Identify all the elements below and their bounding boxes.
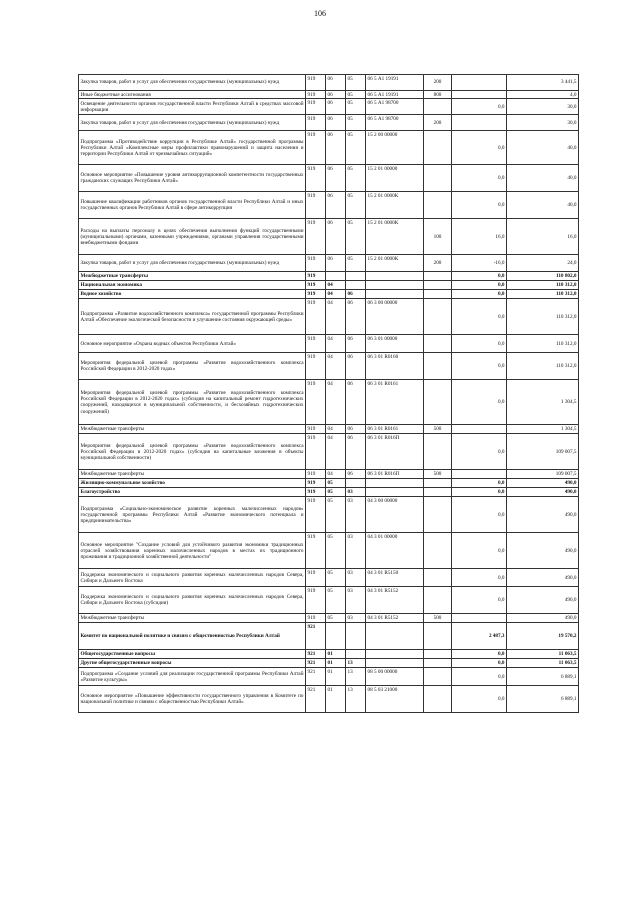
target-article-cell: 04 3 00 00000 xyxy=(366,497,424,533)
total-amount-cell: 40,0 xyxy=(507,192,579,219)
row-name-cell: Закупка товаров, работ и услуг для обеспечения государственных (муниципальных) нужд xyxy=(79,255,306,272)
total-amount-cell: 490,0 xyxy=(507,569,579,587)
table-row xyxy=(79,255,579,272)
row-name-cell: Благоустройство xyxy=(79,488,306,497)
subsection-code-cell: 05 xyxy=(346,165,366,192)
expense-type-cell xyxy=(424,434,452,470)
target-article-cell xyxy=(366,659,424,668)
expense-type-cell xyxy=(424,272,452,281)
section-code-cell: 05 xyxy=(326,488,346,497)
change-amount-cell: 0,0 xyxy=(452,488,507,497)
target-article-cell: 06 3 01 R0161 xyxy=(366,425,424,434)
total-amount-cell: 490,0 xyxy=(507,587,579,614)
table-row xyxy=(79,668,579,686)
target-article-cell: 06 3 01 00000 xyxy=(366,335,424,353)
grbs-code-cell: 919 xyxy=(306,587,326,614)
total-amount-cell: 110 312,0 xyxy=(507,290,579,299)
expense-type-cell: 200 xyxy=(424,115,452,131)
target-article-cell: 15 2 01 00000 xyxy=(366,165,424,192)
grbs-code-cell: 919 xyxy=(306,425,326,434)
target-article-cell xyxy=(366,479,424,488)
grbs-code-cell: 919 xyxy=(306,75,326,91)
section-code-cell: 06 xyxy=(326,165,346,192)
grbs-code-cell: 919 xyxy=(306,488,326,497)
table-row xyxy=(79,614,579,623)
subsection-code-cell: 03 xyxy=(346,569,366,587)
subsection-code-cell: 05 xyxy=(346,131,366,165)
change-amount-cell xyxy=(452,91,507,99)
expense-type-cell xyxy=(424,497,452,533)
subsection-code-cell: 03 xyxy=(346,497,366,533)
target-article-cell: 15 2 01 0000К xyxy=(366,219,424,255)
section-code-cell: 01 xyxy=(326,650,346,659)
table-row xyxy=(79,497,579,533)
expense-type-cell xyxy=(424,290,452,299)
change-amount-cell: 0,0 xyxy=(452,165,507,192)
table-row xyxy=(79,290,579,299)
subsection-code-cell: 03 xyxy=(346,614,366,623)
row-name-cell: Поддержка экономического и социального развития коренных малочисленных народов Севера, Сибири и Дальнего Востока (субсидии) xyxy=(79,587,306,614)
change-amount-cell xyxy=(452,470,507,479)
section-code-cell: 05 xyxy=(326,479,346,488)
expense-type-cell xyxy=(424,299,452,335)
target-article-cell xyxy=(366,488,424,497)
subsection-code-cell: 05 xyxy=(346,255,366,272)
target-article-cell: 06 5 А1 98700 xyxy=(366,99,424,115)
row-name-cell: Закупка товаров, работ и услуг для обеспечения государственных (муниципальных) нужд xyxy=(79,75,306,91)
table-row xyxy=(79,488,579,497)
subsection-code-cell: 13 xyxy=(346,659,366,668)
subsection-code-cell xyxy=(346,650,366,659)
target-article-cell xyxy=(366,281,424,290)
total-amount-cell: 6 889,1 xyxy=(507,686,579,713)
change-amount-cell: 16,0 xyxy=(452,219,507,255)
expense-type-cell: 200 xyxy=(424,255,452,272)
section-code-cell: 05 xyxy=(326,533,346,569)
row-name-cell: Жилищно-коммунальное хозяйство xyxy=(79,479,306,488)
expense-type-cell xyxy=(424,533,452,569)
change-amount-cell: -16,0 xyxy=(452,255,507,272)
grbs-code-cell: 919 xyxy=(306,380,326,425)
expense-type-cell xyxy=(424,479,452,488)
change-amount-cell: 0,0 xyxy=(452,587,507,614)
table-row xyxy=(79,91,579,99)
grbs-code-cell: 919 xyxy=(306,479,326,488)
target-article-cell: 08 5 03 21000 xyxy=(366,686,424,713)
subsection-code-cell: 05 xyxy=(346,115,366,131)
grbs-code-cell: 919 xyxy=(306,165,326,192)
section-code-cell: 06 xyxy=(326,115,346,131)
change-amount-cell: 0,0 xyxy=(452,281,507,290)
subsection-code-cell: 05 xyxy=(346,75,366,91)
total-amount-cell: 1 304,5 xyxy=(507,380,579,425)
expense-type-cell xyxy=(424,623,452,650)
row-name-cell: Иные бюджетные ассигнования xyxy=(79,91,306,99)
section-code-cell: 01 xyxy=(326,659,346,668)
section-code-cell: 05 xyxy=(326,497,346,533)
total-amount-cell: 490,0 xyxy=(507,533,579,569)
table-row xyxy=(79,533,579,569)
table-row xyxy=(79,219,579,255)
section-code-cell xyxy=(326,272,346,281)
change-amount-cell: 0,0 xyxy=(452,131,507,165)
subsection-code-cell: 03 xyxy=(346,587,366,614)
row-name-cell: Межбюджетные трансферты xyxy=(79,614,306,623)
target-article-cell: 06 3 01 R016П xyxy=(366,434,424,470)
section-code-cell: 04 xyxy=(326,281,346,290)
row-name-cell: Подпрограмма «Создание условий для реализации государственной программы Республики Алтай «Развитие культуры» xyxy=(79,668,306,686)
target-article-cell: 06 5 А1 19191 xyxy=(366,75,424,91)
row-name-cell: Основное мероприятие «Повышение эффективности государственного управления в Комитете по национальной политике и связям с общественностью Республики Алтай» xyxy=(79,686,306,713)
section-code-cell: 01 xyxy=(326,668,346,686)
subsection-code-cell xyxy=(346,281,366,290)
change-amount-cell xyxy=(452,614,507,623)
section-code-cell: 04 xyxy=(326,290,346,299)
table-row xyxy=(79,299,579,335)
expense-type-cell: 500 xyxy=(424,614,452,623)
section-code-cell: 06 xyxy=(326,219,346,255)
grbs-code-cell: 919 xyxy=(306,299,326,335)
table-row xyxy=(79,335,579,353)
total-amount-cell: 40,0 xyxy=(507,165,579,192)
subsection-code-cell: 06 xyxy=(346,380,366,425)
total-amount-cell: 1 304,5 xyxy=(507,425,579,434)
expense-type-cell xyxy=(424,650,452,659)
change-amount-cell: 0,0 xyxy=(452,272,507,281)
target-article-cell: 06 3 01 R0161 xyxy=(366,380,424,425)
section-code-cell: 06 xyxy=(326,192,346,219)
grbs-code-cell: 919 xyxy=(306,614,326,623)
row-name-cell: Межбюджетные трансферты xyxy=(79,425,306,434)
expense-type-cell xyxy=(424,659,452,668)
change-amount-cell: 0,0 xyxy=(452,479,507,488)
total-amount-cell: 16,0 xyxy=(507,219,579,255)
change-amount-cell xyxy=(452,75,507,91)
target-article-cell: 04 3 01 R5152 xyxy=(366,614,424,623)
target-article-cell xyxy=(366,290,424,299)
target-article-cell: 15 2 00 00000 xyxy=(366,131,424,165)
change-amount-cell: 0,0 xyxy=(452,380,507,425)
subsection-code-cell: 05 xyxy=(346,91,366,99)
total-amount-cell: 40,0 xyxy=(507,131,579,165)
change-amount-cell: 0,0 xyxy=(452,533,507,569)
grbs-code-cell: 919 xyxy=(306,219,326,255)
total-amount-cell: 110 312,0 xyxy=(507,281,579,290)
change-amount-cell xyxy=(452,425,507,434)
subsection-code-cell: 13 xyxy=(346,668,366,686)
subsection-code-cell: 06 xyxy=(346,290,366,299)
grbs-code-cell: 919 xyxy=(306,533,326,569)
expense-type-cell: 800 xyxy=(424,91,452,99)
section-code-cell: 04 xyxy=(326,470,346,479)
expense-type-cell xyxy=(424,668,452,686)
grbs-code-cell: 919 xyxy=(306,290,326,299)
subsection-code-cell: 03 xyxy=(346,533,366,569)
table-row xyxy=(79,434,579,470)
expense-type-cell xyxy=(424,686,452,713)
subsection-code-cell: 05 xyxy=(346,219,366,255)
total-amount-cell: 19 570,2 xyxy=(507,623,579,650)
expense-type-cell xyxy=(424,587,452,614)
section-code-cell: 04 xyxy=(326,425,346,434)
expense-type-cell xyxy=(424,380,452,425)
target-article-cell xyxy=(366,623,424,650)
target-article-cell: 04 3 01 R5152 xyxy=(366,587,424,614)
expense-type-cell xyxy=(424,569,452,587)
target-article-cell: 06 5 А1 19191 xyxy=(366,91,424,99)
target-article-cell xyxy=(366,272,424,281)
grbs-code-cell: 919 xyxy=(306,470,326,479)
section-code-cell: 01 xyxy=(326,686,346,713)
grbs-code-cell: 919 xyxy=(306,434,326,470)
expense-type-cell xyxy=(424,192,452,219)
section-code-cell: 05 xyxy=(326,569,346,587)
row-name-cell: Мероприятия федеральной целевой программы «Развитие водохозяйственного комплекса Российской Федерации в 2012-2020 годах» xyxy=(79,353,306,380)
row-name-cell: Подпрограмма «Социально-экономическое развитие коренных малочисленных народов» государственной программы Республики Алтай «Развитие экономического потенциала и предпринимательства» xyxy=(79,497,306,533)
row-name-cell: Поддержка экономического и социального развития коренных малочисленных народов Севера, Сибири и Дальнего Востока xyxy=(79,569,306,587)
total-amount-cell: 4,0 xyxy=(507,91,579,99)
change-amount-cell: 0,0 xyxy=(452,569,507,587)
grbs-code-cell: 919 xyxy=(306,497,326,533)
target-article-cell: 04 3 01 R5150 xyxy=(366,569,424,587)
grbs-code-cell: 919 xyxy=(306,272,326,281)
change-amount-cell: 0,0 xyxy=(452,434,507,470)
total-amount-cell: 6 889,1 xyxy=(507,668,579,686)
total-amount-cell: 490,0 xyxy=(507,479,579,488)
grbs-code-cell: 919 xyxy=(306,131,326,165)
subsection-code-cell: 06 xyxy=(346,335,366,353)
total-amount-cell: 109 007,5 xyxy=(507,470,579,479)
section-code-cell: 06 xyxy=(326,91,346,99)
total-amount-cell: 110 802,0 xyxy=(507,272,579,281)
subsection-code-cell: 06 xyxy=(346,434,366,470)
table-row xyxy=(79,281,579,290)
expense-type-cell: 500 xyxy=(424,470,452,479)
change-amount-cell: 0,0 xyxy=(452,650,507,659)
subsection-code-cell: 06 xyxy=(346,299,366,335)
section-code-cell: 04 xyxy=(326,299,346,335)
subsection-code-cell: 05 xyxy=(346,99,366,115)
change-amount-cell: 0,0 xyxy=(452,497,507,533)
row-name-cell: Мероприятия федеральной целевой программы «Развитие водохозяйственного комплекса Российской Федерации в 2012-2020 годах» (субсидия на капитальный ремонт гидротехнических сооружений, находящихся в муниципальной собственности, и бесхозяйных гидротехнических сооружений) xyxy=(79,380,306,425)
grbs-code-cell: 919 xyxy=(306,281,326,290)
table-row xyxy=(79,623,579,650)
expense-type-cell xyxy=(424,353,452,380)
total-amount-cell: 110 312,0 xyxy=(507,353,579,380)
grbs-code-cell: 921 xyxy=(306,668,326,686)
section-code-cell: 06 xyxy=(326,75,346,91)
subsection-code-cell xyxy=(346,623,366,650)
section-code-cell: 06 xyxy=(326,255,346,272)
expense-type-cell xyxy=(424,281,452,290)
total-amount-cell: 490,0 xyxy=(507,614,579,623)
subsection-code-cell: 03 xyxy=(346,488,366,497)
section-code-cell: 04 xyxy=(326,353,346,380)
subsection-code-cell: 06 xyxy=(346,425,366,434)
grbs-code-cell: 919 xyxy=(306,115,326,131)
row-name-cell: Национальная экономика xyxy=(79,281,306,290)
row-name-cell: Подпрограмма «Развитие водохозяйственного комплекса» государственной программы Республики Алтай «Обеспечение экологической безопасности и улучшение состояния окружающей среды» xyxy=(79,299,306,335)
total-amount-cell: 490,0 xyxy=(507,497,579,533)
section-code-cell: 04 xyxy=(326,434,346,470)
table-row xyxy=(79,192,579,219)
expense-type-cell: 100 xyxy=(424,219,452,255)
row-name-cell: Комитет по национальной политике и связям с общественностью Республики Алтай xyxy=(79,623,306,650)
target-article-cell: 06 3 01 R0160 xyxy=(366,353,424,380)
total-amount-cell: 490,0 xyxy=(507,488,579,497)
expense-type-cell xyxy=(424,488,452,497)
grbs-code-cell: 921 xyxy=(306,650,326,659)
change-amount-cell: 0,0 xyxy=(452,353,507,380)
grbs-code-cell: 919 xyxy=(306,99,326,115)
row-name-cell: Основное мероприятие «Охрана водных объектов Республики Алтай» xyxy=(79,335,306,353)
section-code-cell: 06 xyxy=(326,99,346,115)
target-article-cell: 06 5 А1 98700 xyxy=(366,115,424,131)
total-amount-cell: 109 007,5 xyxy=(507,434,579,470)
table-row xyxy=(79,75,579,91)
total-amount-cell: 11 063,5 xyxy=(507,650,579,659)
change-amount-cell xyxy=(452,115,507,131)
row-name-cell: Мероприятия федеральной целевой программы «Развитие водохозяйственного комплекса Российской Федерации в 2012-2020 годах» (субсидия на капитальные вложения в объекты муниципальной собственности) xyxy=(79,434,306,470)
table-row xyxy=(79,479,579,488)
row-name-cell: Основное мероприятие «Повышение уровня антикоррупционной компетентности государственных гражданских служащих Республики Алтай» xyxy=(79,165,306,192)
row-name-cell: Межбюджетные трансферты xyxy=(79,470,306,479)
section-code-cell: 05 xyxy=(326,614,346,623)
grbs-code-cell: 921 xyxy=(306,659,326,668)
table-row xyxy=(79,272,579,281)
change-amount-cell: 0,0 xyxy=(452,659,507,668)
row-name-cell: Межбюджетные трансферты xyxy=(79,272,306,281)
row-name-cell: Водное хозяйство xyxy=(79,290,306,299)
row-name-cell: Расходы на выплаты персоналу в целях обеспечения выполнения функций государственными (муниципальными) органами, казенными учреждениями, органами управления государственными внебюджетными фондами xyxy=(79,219,306,255)
grbs-code-cell: 919 xyxy=(306,353,326,380)
total-amount-cell: 30,0 xyxy=(507,99,579,115)
total-amount-cell: 3 441,5 xyxy=(507,75,579,91)
target-article-cell: 15 2 01 0000К xyxy=(366,192,424,219)
table-row xyxy=(79,686,579,713)
section-code-cell: 04 xyxy=(326,380,346,425)
expense-type-cell xyxy=(424,131,452,165)
expense-type-cell: 500 xyxy=(424,425,452,434)
budget-table xyxy=(78,74,579,713)
total-amount-cell: 24,0 xyxy=(507,255,579,272)
subsection-code-cell: 06 xyxy=(346,470,366,479)
table-row xyxy=(79,425,579,434)
target-article-cell: 04 3 01 00000 xyxy=(366,533,424,569)
total-amount-cell: 11 063,5 xyxy=(507,659,579,668)
table-row xyxy=(79,131,579,165)
grbs-code-cell: 919 xyxy=(306,255,326,272)
grbs-code-cell: 919 xyxy=(306,91,326,99)
total-amount-cell: 110 312,0 xyxy=(507,335,579,353)
expense-type-cell xyxy=(424,165,452,192)
table-row xyxy=(79,569,579,587)
row-name-cell: Повышение квалификации работников органов государственной власти Республики Алтай и иных государственных органов Республики Алтай в сфере антикоррупции xyxy=(79,192,306,219)
section-code-cell: 05 xyxy=(326,587,346,614)
expense-type-cell xyxy=(424,99,452,115)
row-name-cell: Закупка товаров, работ и услуг для обеспечения государственных (муниципальных) нужд xyxy=(79,115,306,131)
grbs-code-cell: 921 xyxy=(306,623,326,650)
table-row xyxy=(79,587,579,614)
grbs-code-cell: 919 xyxy=(306,335,326,353)
row-name-cell: Другие общегосударственные вопросы xyxy=(79,659,306,668)
total-amount-cell: 30,0 xyxy=(507,115,579,131)
subsection-code-cell: 06 xyxy=(346,353,366,380)
table-row xyxy=(79,650,579,659)
change-amount-cell: 0,0 xyxy=(452,335,507,353)
row-name-cell: Освещение деятельности органов государственной власти Республики Алтай в средствах массовой информации xyxy=(80,100,304,113)
change-amount-cell: 0,0 xyxy=(452,192,507,219)
row-name-cell: Общегосударственные вопросы xyxy=(79,650,306,659)
table-row xyxy=(79,659,579,668)
subsection-code-cell: 05 xyxy=(346,192,366,219)
subsection-code-cell xyxy=(346,479,366,488)
target-article-cell: 15 2 01 0000К xyxy=(366,255,424,272)
target-article-cell xyxy=(366,650,424,659)
section-code-cell: 04 xyxy=(326,335,346,353)
table-row xyxy=(79,115,579,131)
table-row xyxy=(79,380,579,425)
section-code-cell xyxy=(326,623,346,650)
expense-type-cell xyxy=(424,335,452,353)
table-row xyxy=(79,165,579,192)
change-amount-cell: 0,0 xyxy=(452,299,507,335)
section-code-cell: 06 xyxy=(326,131,346,165)
change-amount-cell: 0,0 xyxy=(452,290,507,299)
grbs-code-cell: 921 xyxy=(306,686,326,713)
page-number: 106 xyxy=(314,9,326,18)
change-amount-cell: 2 487,3 xyxy=(452,623,507,650)
grbs-code-cell: 919 xyxy=(306,569,326,587)
expense-type-cell: 200 xyxy=(424,75,452,91)
target-article-cell: 06 3 00 00000 xyxy=(366,299,424,335)
table-row xyxy=(79,470,579,479)
subsection-code-cell: 13 xyxy=(346,686,366,713)
target-article-cell: 06 3 01 R016П xyxy=(366,470,424,479)
row-name-cell: Основное мероприятие "Создание условий для устойчивого развития экономики традиционных отраслей хозяйствования коренных малочисленных народов в местах их традиционного проживания и традиционной хозяйственной деятельности" xyxy=(79,533,306,569)
table-row xyxy=(79,353,579,380)
target-article-cell: 08 5 00 00000 xyxy=(366,668,424,686)
total-amount-cell: 110 312,0 xyxy=(507,299,579,335)
change-amount-cell: 0,0 xyxy=(452,686,507,713)
row-name-cell: Подпрограмма «Противодействие коррупции в Республике Алтай» государственной программы Республики Алтай «Комплексные меры профилактики правонарушений и защита населения и территории Республики Алтай от чрезвычайных ситуаций» xyxy=(79,131,306,165)
change-amount-cell: 0,0 xyxy=(452,668,507,686)
table-row xyxy=(79,99,579,115)
subsection-code-cell xyxy=(346,272,366,281)
grbs-code-cell: 919 xyxy=(306,192,326,219)
change-amount-cell: 0,0 xyxy=(452,99,507,115)
